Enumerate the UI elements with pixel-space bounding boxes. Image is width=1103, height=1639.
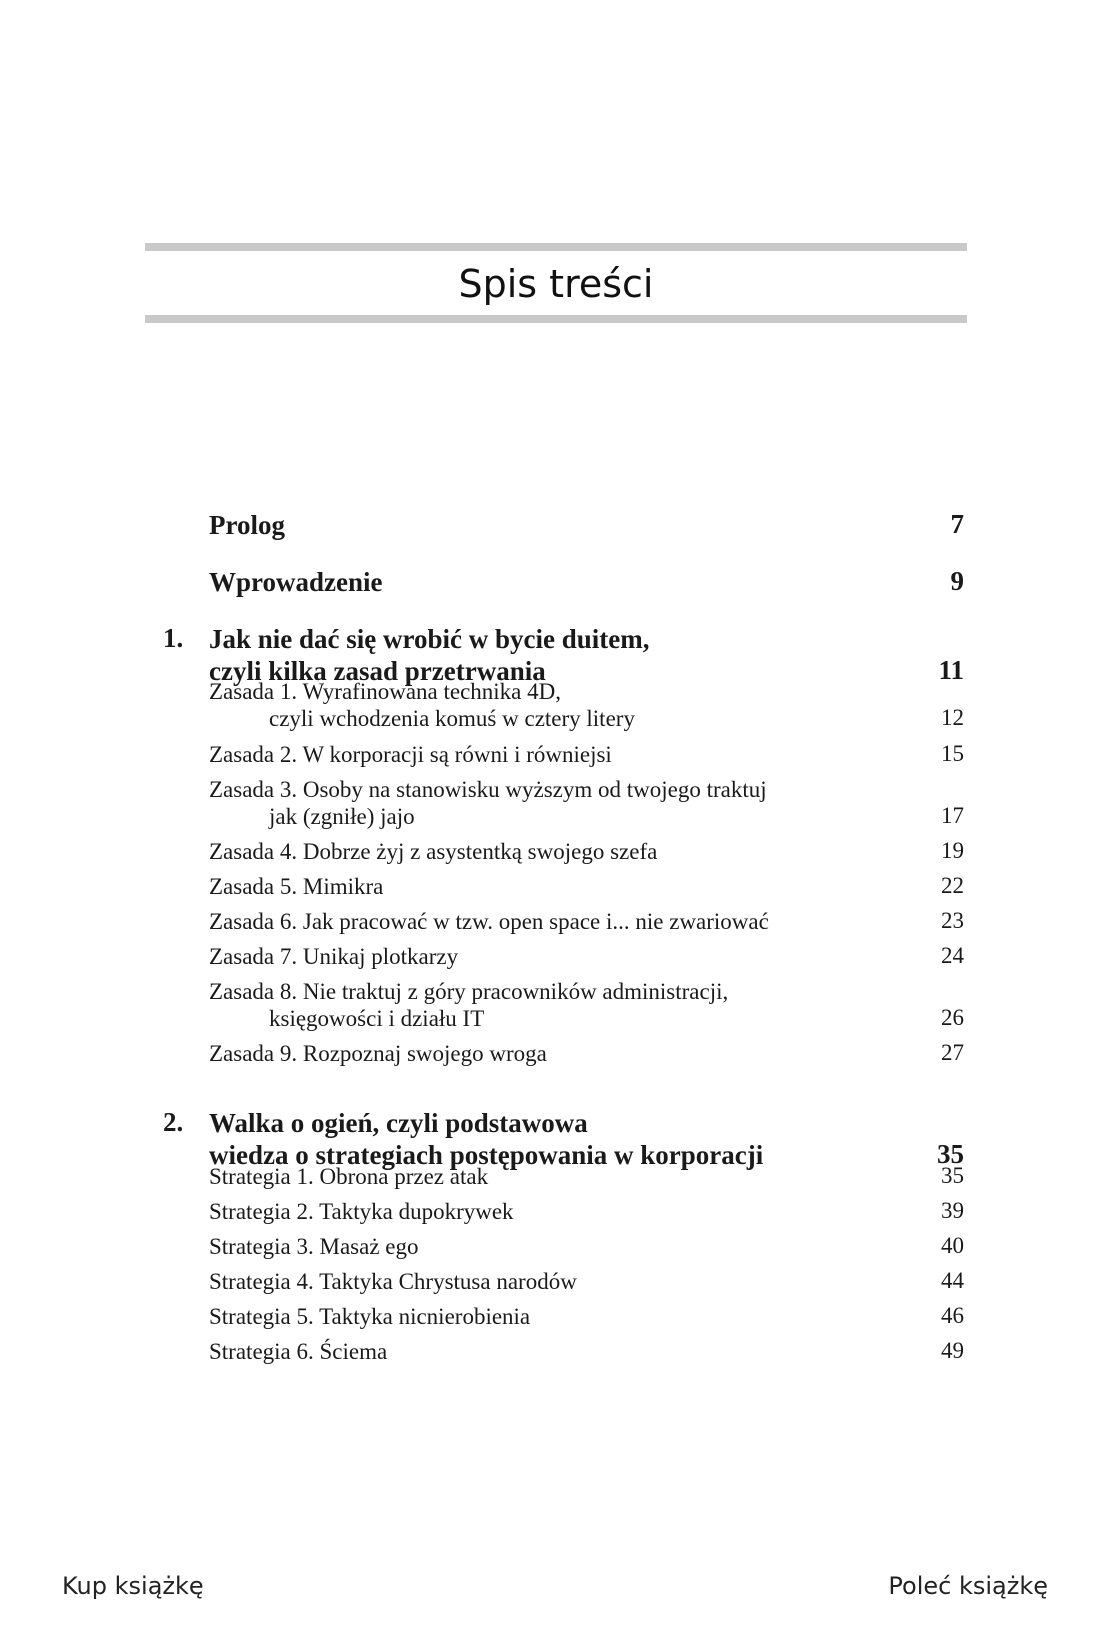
subentry-page: 26 (941, 1005, 964, 1030)
subentry-label: Strategia 1. Obrona przez atak (209, 1164, 489, 1189)
subentry-label (209, 978, 728, 1032)
subentry-page: 49 (941, 1338, 964, 1363)
subentry-line1: Zasada 1. Wyrafinowana technika 4D, (209, 679, 561, 704)
subentry-label: Zasada 2. W korporacji są równi i równiejsi (209, 742, 612, 767)
subentry-label: Zasada 9. Rozpoznaj swojego wroga (209, 1041, 547, 1066)
subentry-page: 35 (941, 1163, 964, 1188)
chapter-title-line1: Walka o ogień, czyli podstawowa (209, 1108, 588, 1138)
subentry-line2: księgowości i działu IT (269, 1006, 485, 1031)
subentry-line2: jak (zgniłe) jajo (269, 804, 415, 829)
subentry-label: Zasada 4. Dobrze żyj z asystentką swojego szefa (209, 839, 658, 864)
subentry-line2: czyli wchodzenia komuś w cztery litery (269, 706, 635, 731)
recommend-book-link[interactable]: Poleć książkę (888, 1572, 1048, 1600)
subentry-label: Strategia 2. Taktyka dupokrywek (209, 1199, 514, 1224)
subentry-page: 19 (941, 838, 964, 863)
subentry-label: Zasada 7. Unikaj plotkarzy (209, 944, 459, 969)
subentry-page: 22 (941, 873, 964, 898)
subentry-page: 44 (941, 1268, 964, 1293)
chapter-title (209, 1107, 763, 1171)
heading-rule-top (145, 243, 967, 251)
subentry-label (209, 776, 767, 830)
buy-book-link[interactable]: Kup książkę (62, 1572, 204, 1600)
subentry-label: Zasada 5. Mimikra (209, 874, 384, 899)
chapter-page: 35 (937, 1139, 964, 1169)
subentry-page: 17 (941, 803, 964, 828)
subentry-page: 40 (941, 1233, 964, 1258)
subentry-label: Strategia 4. Taktyka Chrystusa narodów (209, 1269, 577, 1294)
subentry-label: Strategia 5. Taktyka nicnierobienia (209, 1304, 531, 1329)
subentry-line1: Zasada 8. Nie traktuj z góry pracowników administracji, (209, 979, 729, 1004)
page-title: Spis treści (458, 262, 654, 306)
chapter-page: 11 (938, 655, 964, 685)
subentry-label: Strategia 3. Masaż ego (209, 1234, 419, 1259)
subentry-line1: Zasada 3. Osoby na stanowisku wyższym od twojego traktuj (209, 777, 767, 802)
subentry-page: 15 (941, 741, 964, 766)
subentry-page: 23 (941, 908, 964, 933)
chapter-title-line2: czyli kilka zasad przetrwania (209, 656, 546, 686)
subentry-label: Strategia 6. Ściema (209, 1339, 388, 1364)
chapter-number: 1. (163, 623, 184, 653)
chapter-number: 2. (163, 1107, 184, 1137)
subentry-page: 39 (941, 1198, 964, 1223)
subentry-label: Zasada 6. Jak pracować w tzw. open space i... nie zwariować (209, 909, 769, 934)
toc-entry-page: 7 (950, 509, 964, 539)
toc-entry-label: Wprowadzenie (209, 567, 383, 597)
heading-rule-bottom (145, 315, 967, 323)
chapter-title-line1: Jak nie dać się wrobić w bycie duitem, (209, 624, 650, 654)
subentry-page: 46 (941, 1303, 964, 1328)
chapter-title-line2: wiedza o strategiach postępowania w korporacji (209, 1140, 764, 1170)
subentry-label (209, 678, 635, 732)
subentry-page: 24 (941, 943, 964, 968)
toc-entry-page: 9 (950, 566, 964, 596)
subentry-page: 12 (941, 705, 964, 730)
toc-entry-label: Prolog (209, 510, 285, 540)
subentry-page: 27 (941, 1040, 964, 1065)
